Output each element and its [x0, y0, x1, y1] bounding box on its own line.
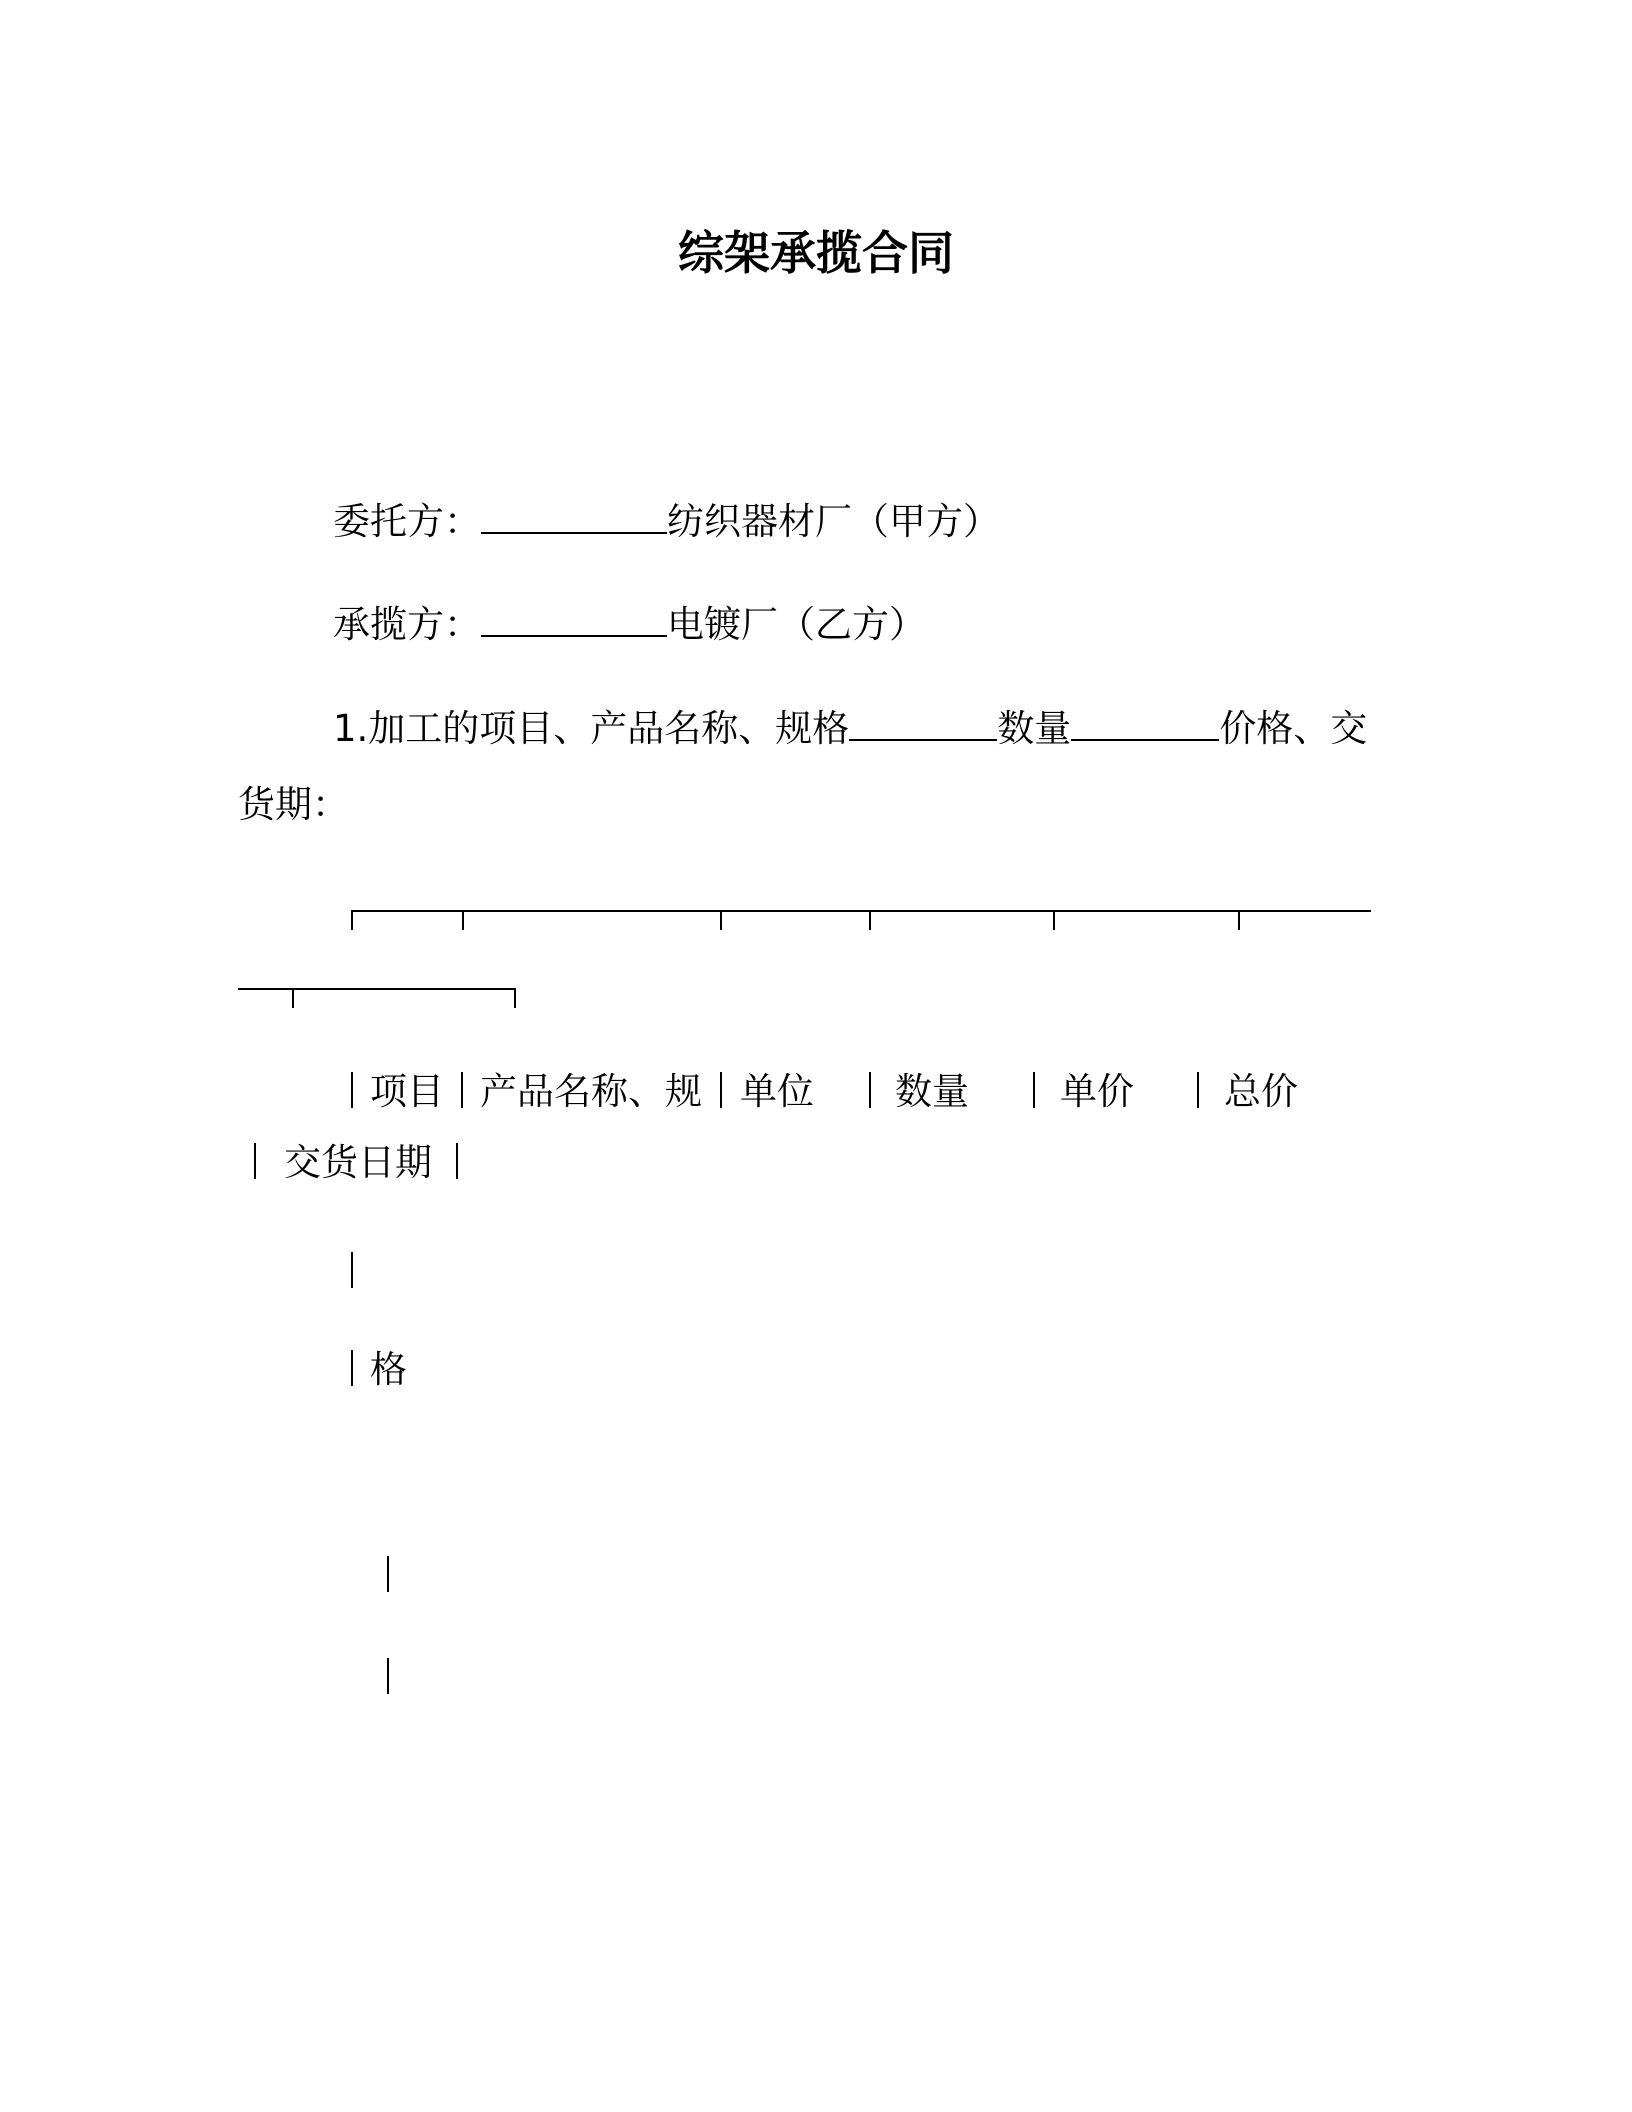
client-blank — [481, 528, 667, 534]
cell-divider — [720, 1072, 722, 1108]
document-title: 综架承揽合同 — [678, 226, 954, 280]
contractor-line — [333, 603, 926, 646]
client-name: 纺织器材厂（甲方） — [667, 500, 1000, 543]
table-tick — [1238, 910, 1240, 930]
contractor-name: 电镀厂（乙方） — [667, 603, 926, 646]
table-tick — [720, 910, 722, 930]
client-label: 委托方： — [333, 500, 481, 543]
table-tick — [462, 910, 464, 930]
cell-divider — [387, 1658, 389, 1694]
header-total-price: 总价 — [1224, 1070, 1298, 1113]
cell-divider — [456, 1143, 458, 1179]
clause1-part2: 数量 — [997, 707, 1072, 750]
header-quantity: 数量 — [895, 1070, 969, 1113]
header-product-name: 产品名称、规 — [480, 1070, 702, 1113]
cell-divider — [1033, 1072, 1035, 1108]
header-item: 项目 — [370, 1070, 444, 1113]
spec-blank — [849, 735, 997, 741]
clause1-part3: 价格、交 — [1219, 707, 1368, 750]
table-tick — [869, 910, 871, 930]
cell-divider — [1197, 1072, 1199, 1108]
table-tick — [292, 988, 294, 1008]
quantity-blank — [1071, 735, 1219, 741]
header-product-name-continuation: 格 — [370, 1348, 407, 1391]
cell-divider — [869, 1072, 871, 1108]
header-unit-price: 单价 — [1060, 1070, 1134, 1113]
cell-divider — [351, 1252, 353, 1288]
header-delivery-date: 交货日期 — [284, 1141, 432, 1184]
cell-divider — [254, 1143, 256, 1179]
contractor-label: 承揽方： — [333, 603, 481, 646]
clause1-line1 — [333, 707, 1368, 750]
clause1-part1: 1.加工的项目、产品名称、规格 — [333, 707, 850, 750]
table-top-border-wrap — [238, 988, 515, 990]
client-line — [333, 500, 1000, 543]
cell-divider — [387, 1556, 389, 1592]
clause1-line2: 货期： — [238, 783, 349, 826]
table-tick — [514, 988, 516, 1008]
header-unit: 单位 — [740, 1070, 814, 1113]
table-tick — [351, 910, 353, 930]
cell-divider — [351, 1072, 353, 1108]
cell-divider — [351, 1350, 353, 1386]
cell-divider — [461, 1072, 463, 1108]
table-top-border — [351, 910, 1371, 912]
contractor-blank — [481, 631, 667, 637]
table-tick — [1053, 910, 1055, 930]
